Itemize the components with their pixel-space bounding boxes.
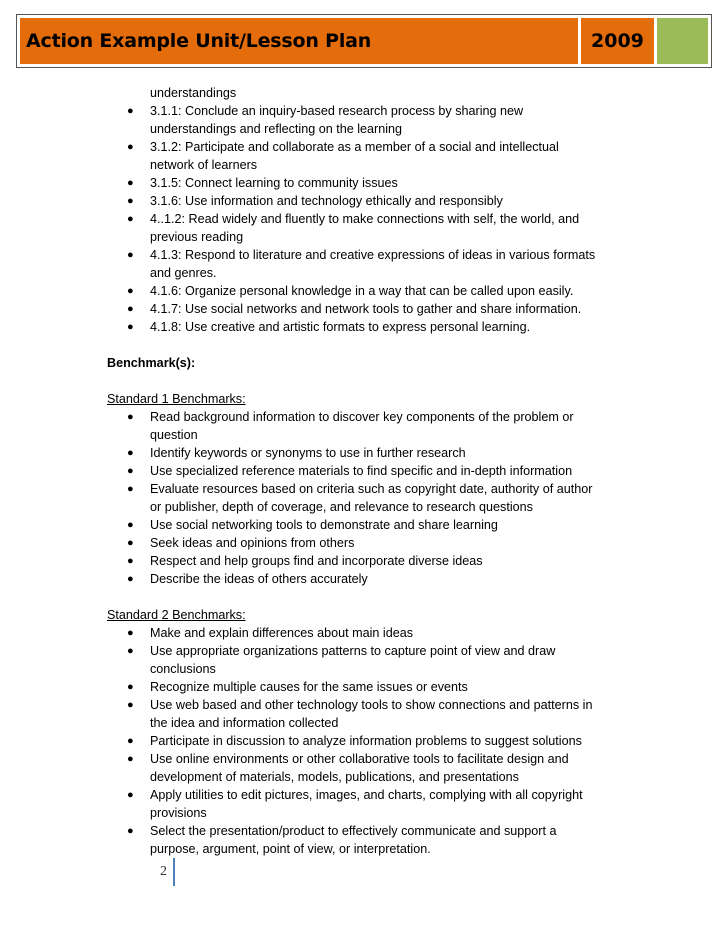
bullet-icon: ● (127, 519, 134, 531)
header-title-cell (20, 18, 581, 64)
list-item-line: and genres. (150, 266, 217, 280)
bullet-icon: ● (127, 573, 134, 585)
list-item-line: 3.1.6: Use information and technology ethically and responsibly (150, 194, 503, 208)
list-item-line: 4.1.8: Use creative and artistic formats to express personal learning. (150, 320, 531, 334)
list-item (0, 300, 728, 318)
list-item-line: Use web based and other technology tools to show connections and patterns in (150, 698, 593, 712)
list-item-line: development of materials, models, publications, and presentations (150, 770, 519, 784)
list-item (0, 570, 728, 588)
standard1-list (0, 408, 728, 588)
list-item-line: 4.1.3: Respond to literature and creative expressions of ideas in various formats (150, 248, 596, 262)
bullet-icon: ● (127, 789, 134, 801)
list-item (0, 282, 728, 300)
bullet-icon: ● (127, 141, 134, 153)
list-item-line: purpose, argument, point of view, or interpretation. (150, 842, 431, 856)
list-item (0, 138, 728, 174)
list-item-line: Read background information to discover key components of the problem or (150, 410, 574, 424)
bullet-icon: ● (127, 627, 134, 639)
standard2-list (0, 624, 728, 858)
document-body (0, 84, 728, 858)
header-table (20, 18, 708, 64)
list-item-line: Recognize multiple causes for the same issues or events (150, 680, 468, 694)
list-item-line: network of learners (150, 158, 258, 172)
list-item-line: conclusions (150, 662, 216, 676)
benchmarks-heading: Benchmark(s): (107, 356, 196, 370)
list-item-line: Make and explain differences about main ideas (150, 626, 414, 640)
page-header (16, 14, 712, 68)
bullet-icon: ● (127, 465, 134, 477)
bullet-icon: ● (127, 483, 134, 495)
bullet-icon: ● (127, 285, 134, 297)
list-item (0, 732, 728, 750)
list-item (0, 624, 728, 642)
list-item-line: previous reading (150, 230, 244, 244)
list-item (0, 552, 728, 570)
bullet-icon: ● (127, 753, 134, 765)
list-item-line: Respect and help groups find and incorporate diverse ideas (150, 554, 483, 568)
list-item (0, 192, 728, 210)
list-item (0, 642, 728, 678)
list-item (0, 822, 728, 858)
list-item-line: 4.1.6: Organize personal knowledge in a way that can be called upon easily. (150, 284, 574, 298)
list-item-line: Apply utilities to edit pictures, images, and charts, complying with all copyright (150, 788, 583, 802)
list-item (0, 750, 728, 786)
list-item-line: Participate in discussion to analyze information problems to suggest solutions (150, 734, 582, 748)
document-year: 2009 (591, 30, 644, 52)
bullet-icon: ● (127, 411, 134, 423)
bullet-icon: ● (127, 699, 134, 711)
standards-list (0, 102, 728, 336)
list-item-line: 4..1.2: Read widely and fluently to make connections with self, the world, and (150, 212, 580, 226)
list-item (0, 444, 728, 462)
list-item-line: provisions (150, 806, 207, 820)
list-item (0, 516, 728, 534)
list-item-line: or publisher, depth of coverage, and relevance to research questions (150, 500, 533, 514)
bullet-icon: ● (127, 303, 134, 315)
list-item-line: Seek ideas and opinions from others (150, 536, 355, 550)
bullet-icon: ● (127, 213, 134, 225)
bullet-icon: ● (127, 321, 134, 333)
list-item-line: understandings and reflecting on the learning (150, 122, 403, 136)
list-item (0, 786, 728, 822)
standard1-heading: Standard 1 Benchmarks: (107, 392, 246, 406)
list-item (0, 174, 728, 192)
list-item-line: Use online environments or other collaborative tools to facilitate design and (150, 752, 569, 766)
list-item (0, 102, 728, 138)
header-year-cell (581, 18, 657, 64)
document-title: Action Example Unit/Lesson Plan (26, 30, 372, 52)
list-item-line: 3.1.5: Connect learning to community issues (150, 176, 398, 190)
list-item (0, 480, 728, 516)
bullet-icon: ● (127, 195, 134, 207)
list-item (0, 210, 728, 246)
list-item (0, 462, 728, 480)
list-item-line: Use specialized reference materials to find specific and in-depth information (150, 464, 573, 478)
list-item (0, 246, 728, 282)
bullet-icon: ● (127, 825, 134, 837)
list-item-line: 3.1.1: Conclude an inquiry-based research process by sharing new (150, 104, 524, 118)
page-number: 2 (160, 858, 175, 886)
bullet-icon: ● (127, 249, 134, 261)
list-item (0, 408, 728, 444)
continued-text: understandings (150, 86, 237, 100)
list-item-line: the idea and information collected (150, 716, 339, 730)
list-item (0, 534, 728, 552)
list-item-line: question (150, 428, 198, 442)
list-item-line: Use appropriate organizations patterns to capture point of view and draw (150, 644, 556, 658)
list-item-line: 4.1.7: Use social networks and network tools to gather and share information. (150, 302, 582, 316)
list-item-line: Select the presentation/product to effectively communicate and support a (150, 824, 557, 838)
list-item (0, 696, 728, 732)
bullet-icon: ● (127, 537, 134, 549)
bullet-icon: ● (127, 735, 134, 747)
list-item-line: Describe the ideas of others accurately (150, 572, 368, 586)
standard2-heading: Standard 2 Benchmarks: (107, 608, 246, 622)
bullet-icon: ● (127, 645, 134, 657)
bullet-icon: ● (127, 105, 134, 117)
list-item (0, 678, 728, 696)
list-item-line: Use social networking tools to demonstrate and share learning (150, 518, 498, 532)
bullet-icon: ● (127, 555, 134, 567)
list-item-line: 3.1.2: Participate and collaborate as a member of a social and intellectual (150, 140, 559, 154)
header-accent-cell (657, 18, 708, 64)
bullet-icon: ● (127, 447, 134, 459)
list-item-line: Evaluate resources based on criteria such as copyright date, authority of author (150, 482, 593, 496)
bullet-icon: ● (127, 681, 134, 693)
bullet-icon: ● (127, 177, 134, 189)
list-item-line: Identify keywords or synonyms to use in further research (150, 446, 466, 460)
list-item (0, 318, 728, 336)
